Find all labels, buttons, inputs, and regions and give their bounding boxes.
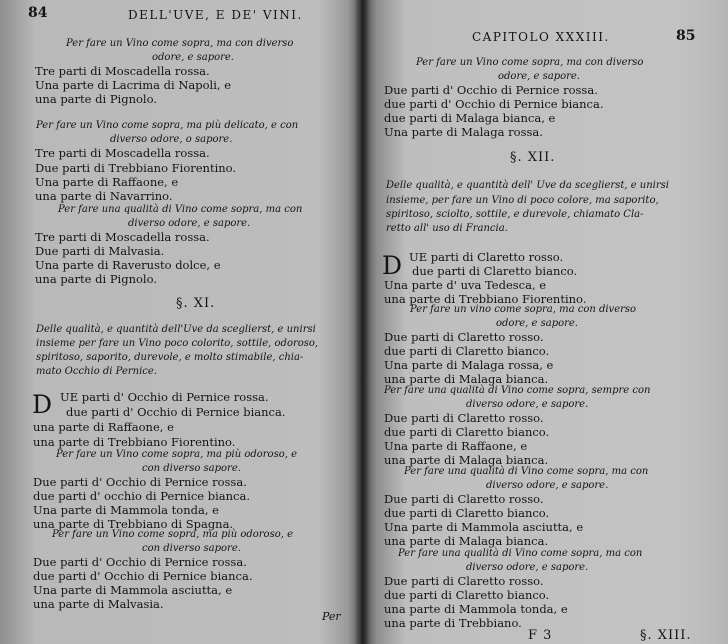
recipe-line: Una parte di Malaga rossa, e <box>384 358 554 372</box>
recipe-heading: diverso odore, e sapore. <box>466 399 589 410</box>
recipe-line: Tre parti di Moscadella rossa. <box>35 64 210 78</box>
recipe-heading: odore, e sapore. <box>496 318 578 329</box>
section-description: Delle qualità, e quantità dell'Uve da sceglierst, e unirsi <box>36 324 316 335</box>
catchword: Per <box>322 610 341 623</box>
recipe-line: due parti di Claretto bianco. <box>384 506 550 520</box>
recipe-heading: Per fare una qualità di Vino come sopra, ma con <box>398 548 643 559</box>
recipe-heading: Per fare un vino come sopra, ma con diverso <box>410 304 637 315</box>
right-page <box>362 0 728 644</box>
section-title: §. XII. <box>510 150 556 165</box>
recipe-heading: odore, e sapore. <box>152 52 234 63</box>
section-description: insieme, per fare un Vino di poco colore, ma saporito, <box>386 195 659 206</box>
signature-mark: F 3 <box>528 628 553 643</box>
recipe-heading: con diverso sapore. <box>142 463 241 474</box>
recipe-heading: Per fare una qualità di Vino come sopra, sempre con <box>384 385 651 396</box>
recipe-line: una parte di Mammola tonda, e <box>384 602 568 616</box>
recipe-line: Due parti di Trebbiano Fiorentino. <box>35 161 237 175</box>
page-number: 84 <box>28 5 48 21</box>
running-head: CAPITOLO XXXIII. <box>472 30 610 44</box>
recipe-line: Una parte di Mammola asciutta, e <box>384 520 584 534</box>
recipe-line: Una parte di Lacrima di Napoli, e <box>35 78 231 92</box>
recipe-line: due parti d' occhio di Pernice bianca. <box>33 489 251 503</box>
recipe-heading: con diverso sapore. <box>142 543 241 554</box>
recipe-line: Una parte di Raffaone, e <box>384 439 528 453</box>
recipe-line: una parte di Trebbiano Fiorentino. <box>33 435 236 449</box>
recipe-line: Una parte di Raffaone, e <box>35 175 179 189</box>
recipe-line: Una parte di Mammola tonda, e <box>33 503 219 517</box>
drop-cap: D <box>382 251 403 280</box>
recipe-heading: Per fare un Vino come sopra, ma più odoroso, e <box>52 529 294 540</box>
recipe-line: Una parte d' uva Tedesca, e <box>384 278 547 292</box>
recipe-heading: Per fare una qualità di Vino come sopra, ma con <box>58 204 303 215</box>
recipe-heading: diverso odore, e sapore. <box>466 562 589 573</box>
recipe-line: due parti di Malaga bianca, e <box>384 111 556 125</box>
recipe-line: Due parti d' Occhio di Pernice rossa. <box>33 555 247 569</box>
recipe-line: Una parte di Raverusto dolce, e <box>35 258 221 272</box>
recipe-line: una parte di Pignolo. <box>35 92 157 106</box>
section-description: mato Occhio di Pernice. <box>36 366 157 377</box>
recipe-line: una parte di Malaga bianca. <box>384 534 549 548</box>
recipe-line: una parte di Malaga bianca. <box>384 453 549 467</box>
section-description: retto all' uso di Francia. <box>386 223 508 234</box>
recipe-heading: diverso odore, e sapore. <box>128 218 251 229</box>
recipe-heading: Per fare un Vino come sopra, ma più delicato, e con <box>36 120 299 131</box>
recipe-line: due parti d' Occhio di Pernice bianca. <box>384 97 604 111</box>
section-description: spiritoso, sciolto, sottile, e durevole, chiamato Cla- <box>386 209 644 220</box>
recipe-heading: Per fare un Vino come sopra, ma con diverso <box>416 57 644 68</box>
recipe-line: Due parti d' Occhio di Pernice rossa. <box>384 83 598 97</box>
recipe-line: Tre parti di Moscadella rossa. <box>35 230 210 244</box>
recipe-line: una parte di Malaga bianca. <box>384 372 549 386</box>
recipe-line: due parti di Claretto bianco. <box>384 425 550 439</box>
recipe-line: due parti di Claretto bianco. <box>412 264 578 278</box>
recipe-heading: Per fare un Vino come sopra, ma più odoroso, e <box>56 449 298 460</box>
book-gutter <box>354 0 370 644</box>
recipe-line: due parti di Claretto bianco. <box>384 588 550 602</box>
recipe-line: due parti di Claretto bianco. <box>384 344 550 358</box>
recipe-line: Due parti di Claretto rosso. <box>384 330 544 344</box>
running-head: DELL'UVE, E DE' VINI. <box>128 8 303 22</box>
section-title: §. XI. <box>176 296 216 311</box>
recipe-line: una parte di Pignolo. <box>35 272 157 286</box>
page-number: 85 <box>676 28 696 44</box>
recipe-heading: Per fare una qualità di Vino come sopra, ma con <box>404 466 649 477</box>
recipe-line: due parti d' Occhio di Pernice bianca. <box>33 569 253 583</box>
recipe-line: UE parti d' Occhio di Pernice rossa. <box>60 390 269 404</box>
left-page <box>0 0 362 644</box>
recipe-heading: diverso odore, o sapore. <box>110 134 233 145</box>
recipe-line: UE parti di Claretto rosso. <box>409 250 564 264</box>
recipe-line: una parte di Navarrino. <box>35 189 173 203</box>
recipe-line: Due parti di Malvasia. <box>35 244 165 258</box>
recipe-line: due parti d' Occhio di Pernice bianca. <box>66 405 286 419</box>
section-description: spiritoso, saporito, durevole, e molto stimabile, chia- <box>36 352 304 363</box>
recipe-line: Una parte di Mammola asciutta, e <box>33 583 233 597</box>
recipe-line: Due parti di Claretto rosso. <box>384 574 544 588</box>
recipe-heading: diverso odore, e sapore. <box>486 480 609 491</box>
drop-cap: D <box>32 390 53 419</box>
section-description: insieme per fare un Vino poco colorito, sottile, odoroso, <box>36 338 319 349</box>
recipe-heading: odore, e sapore. <box>498 71 580 82</box>
recipe-line: una parte di Trebbiano Fiorentino. <box>384 292 587 306</box>
section-description: Delle qualità, e quantità dell' Uve da sceglierst, e unirsi <box>386 180 669 191</box>
recipe-line: Una parte di Malaga rossa. <box>384 125 543 139</box>
recipe-line: una parte di Trebbiano. <box>384 616 522 630</box>
recipe-heading: Per fare un Vino come sopra, ma con diverso <box>66 38 294 49</box>
recipe-line: una parte di Trebbiano di Spagna. <box>33 517 234 531</box>
recipe-line: Due parti d' Occhio di Pernice rossa. <box>33 475 247 489</box>
recipe-line: Due parti di Claretto rosso. <box>384 492 544 506</box>
next-section-title: §. XIII. <box>640 628 692 643</box>
recipe-line: una parte di Raffaone, e <box>33 420 174 434</box>
recipe-line: una parte di Malvasia. <box>33 597 164 611</box>
recipe-line: Tre parti di Moscadella rossa. <box>35 146 210 160</box>
recipe-line: Due parti di Claretto rosso. <box>384 411 544 425</box>
